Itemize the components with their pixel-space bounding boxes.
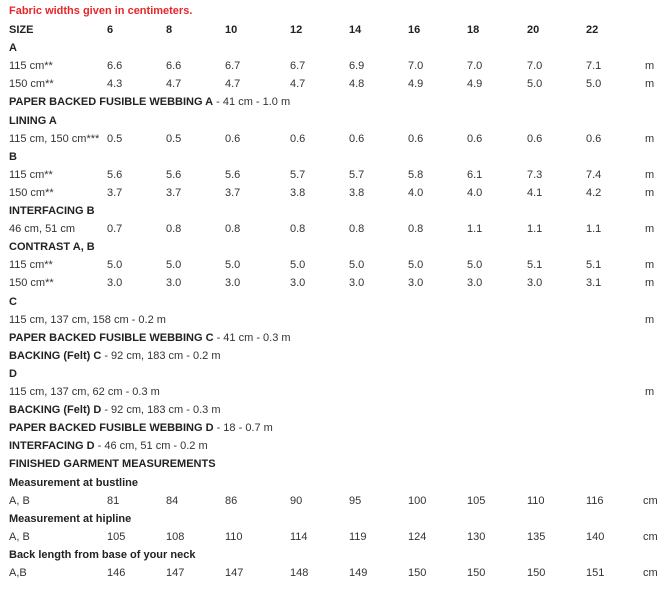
fabric-width-label: 46 cm, 51 cm <box>9 223 76 236</box>
fabric-width-label: 150 cm** <box>9 186 54 199</box>
section-heading-text: D <box>9 367 17 380</box>
notion-name: BACKING (Felt) D <box>9 404 102 417</box>
size-value: 108 <box>166 530 185 543</box>
fabric-width-label: 115 cm** <box>9 60 53 73</box>
section-heading <box>0 112 669 130</box>
notion-detail: - 18 - 0.7 m <box>213 422 273 435</box>
unit-label: m <box>645 132 655 145</box>
size-value: 7.3 <box>527 168 543 181</box>
size-value: 6.6 <box>166 60 182 73</box>
notion-row <box>0 93 669 111</box>
size-value: 0.6 <box>527 132 543 145</box>
size-value: 0.5 <box>166 132 182 145</box>
section-heading-text: B <box>9 150 17 163</box>
size-value: 3.0 <box>408 277 424 290</box>
section-heading-text: A <box>9 42 17 55</box>
section-heading <box>0 148 669 166</box>
size-value: 5.0 <box>166 259 182 272</box>
size-value: 0.8 <box>166 223 182 236</box>
section-heading-text: LINING A <box>9 114 57 127</box>
notion-text <box>9 401 220 419</box>
notion-detail: - 92 cm, 183 cm - 0.3 m <box>101 404 221 417</box>
size-value: 149 <box>349 567 368 579</box>
size-value: 5.7 <box>290 168 306 181</box>
data-row <box>0 528 669 546</box>
size-value: 86 <box>225 494 238 507</box>
size-header-label: SIZE <box>9 24 34 36</box>
size-value: 3.0 <box>527 277 543 290</box>
fabric-width-label: 115 cm** <box>9 168 53 181</box>
unit-label: m <box>645 259 655 272</box>
notion-detail: - 46 cm, 51 cm - 0.2 m <box>94 440 208 453</box>
size-value: 0.6 <box>225 132 241 145</box>
size-value: 124 <box>408 530 427 543</box>
size-column-header: 22 <box>586 24 599 36</box>
notion-row <box>0 401 669 419</box>
size-value: 5.0 <box>290 259 306 272</box>
size-value: 0.7 <box>107 223 123 236</box>
data-row <box>0 184 669 202</box>
size-value: 148 <box>290 567 309 579</box>
data-row <box>0 256 669 274</box>
unit-label: m <box>645 168 655 181</box>
notion-row <box>0 437 669 455</box>
size-value: 116 <box>586 494 604 507</box>
data-row <box>0 564 669 582</box>
fabric-width-label: 150 cm** <box>9 277 54 290</box>
size-value: 5.0 <box>349 259 365 272</box>
size-column-header: 6 <box>107 24 114 36</box>
unit-label: cm <box>643 530 658 543</box>
notion-detail: - 41 cm - 0.3 m <box>213 331 291 344</box>
section-heading-text: INTERFACING B <box>9 205 95 217</box>
size-value: 105 <box>107 530 126 543</box>
size-value: 90 <box>290 494 303 507</box>
fabric-width-label: 115 cm, 150 cm*** <box>9 132 100 145</box>
unit-label: m <box>645 313 655 326</box>
notion-row <box>0 347 669 365</box>
size-value: 6.9 <box>349 60 365 73</box>
size-value: 4.7 <box>225 78 241 91</box>
notion-text <box>9 419 273 437</box>
notion-text <box>9 93 290 111</box>
size-value: 3.7 <box>107 186 123 199</box>
data-row <box>0 383 669 401</box>
section-heading <box>0 365 669 383</box>
size-value: 5.1 <box>586 259 602 272</box>
section-heading <box>0 474 669 492</box>
fabric-width-label: 115 cm, 137 cm, 62 cm - 0.3 m <box>9 386 160 398</box>
size-value: 150 <box>408 567 427 579</box>
size-value: 7.1 <box>586 60 602 73</box>
notion-detail: - 41 cm - 1.0 m <box>213 96 291 109</box>
size-value: 4.7 <box>290 78 306 91</box>
size-value: 147 <box>166 567 185 579</box>
size-value: 5.0 <box>586 78 602 91</box>
size-value: 105 <box>467 494 486 507</box>
size-value: 3.0 <box>107 277 123 290</box>
size-value: 6.7 <box>225 60 241 73</box>
section-heading-text: C <box>9 295 17 308</box>
notion-text <box>9 437 208 455</box>
size-value: 4.9 <box>467 78 483 91</box>
size-value: 4.9 <box>408 78 424 91</box>
size-value: 3.8 <box>290 186 306 199</box>
size-value: 3.0 <box>349 277 365 290</box>
size-value: 5.0 <box>107 259 123 272</box>
size-value: 150 <box>527 567 546 579</box>
size-value: 6.6 <box>107 60 123 73</box>
data-row <box>0 311 669 329</box>
size-value: 4.0 <box>467 186 483 199</box>
size-value: 0.6 <box>467 132 483 145</box>
size-header-row <box>0 21 669 39</box>
size-value: 5.1 <box>527 259 543 272</box>
size-value: 110 <box>527 494 545 507</box>
size-value: 146 <box>107 567 126 579</box>
size-value: 100 <box>408 494 427 507</box>
size-value: 5.8 <box>408 168 424 181</box>
size-value: 5.0 <box>225 259 241 272</box>
size-value: 3.0 <box>225 277 241 290</box>
data-row <box>0 130 669 148</box>
size-value: 3.7 <box>166 186 182 199</box>
size-value: 1.1 <box>527 223 543 236</box>
notion-row <box>0 419 669 437</box>
section-heading <box>0 546 669 564</box>
section-heading <box>0 293 669 311</box>
unit-label: cm <box>643 567 658 579</box>
size-value: 0.8 <box>290 223 306 236</box>
size-value: 0.6 <box>408 132 424 145</box>
unit-label: m <box>645 78 655 91</box>
section-heading <box>0 455 669 473</box>
size-column-header: 18 <box>467 24 480 36</box>
fabric-width-label: A, B <box>9 530 30 543</box>
data-row <box>0 57 669 75</box>
notion-text <box>9 329 291 347</box>
notion-name: INTERFACING D <box>9 440 95 453</box>
size-value: 119 <box>349 530 367 543</box>
notion-row <box>0 329 669 347</box>
section-heading <box>0 39 669 57</box>
size-value: 0.6 <box>586 132 602 145</box>
fabric-width-label: 150 cm** <box>9 78 54 91</box>
size-value: 0.8 <box>408 223 424 236</box>
size-value: 150 <box>467 567 486 579</box>
size-column-header: 12 <box>290 24 303 36</box>
size-value: 7.0 <box>467 60 483 73</box>
size-value: 110 <box>225 530 243 543</box>
size-value: 95 <box>349 494 362 507</box>
fabric-width-label: A, B <box>9 494 30 507</box>
unit-label: m <box>645 60 655 73</box>
data-row <box>0 75 669 93</box>
data-row <box>0 492 669 510</box>
size-value: 0.8 <box>349 223 365 236</box>
data-row <box>0 274 669 292</box>
fabric-width-label: A,B <box>9 567 27 579</box>
unit-label: cm <box>643 494 658 507</box>
size-value: 3.7 <box>225 186 241 199</box>
size-value: 7.0 <box>408 60 424 73</box>
notion-name: PAPER BACKED FUSIBLE WEBBING A <box>9 96 214 109</box>
notion-detail: - 92 cm, 183 cm - 0.2 m <box>101 349 221 362</box>
size-value: 0.6 <box>349 132 365 145</box>
notion-text <box>9 347 220 365</box>
size-value: 0.8 <box>225 223 241 236</box>
size-value: 0.5 <box>107 132 123 145</box>
size-value: 4.1 <box>527 186 543 199</box>
size-value: 3.1 <box>586 277 602 290</box>
size-value: 7.4 <box>586 168 602 181</box>
section-heading-text: Measurement at bustline <box>9 476 138 489</box>
size-value: 5.6 <box>225 168 241 181</box>
fabric-width-label: 115 cm, 137 cm, 158 cm - 0.2 m <box>9 313 166 326</box>
size-value: 6.1 <box>467 168 483 181</box>
section-heading-text: FINISHED GARMENT MEASUREMENTS <box>9 458 216 471</box>
size-value: 4.3 <box>107 78 123 91</box>
size-value: 4.7 <box>166 78 182 91</box>
data-row <box>0 166 669 184</box>
size-value: 135 <box>527 530 546 543</box>
section-heading-text: Back length from base of your neck <box>9 548 196 561</box>
unit-label: m <box>645 386 655 398</box>
size-value: 5.0 <box>408 259 424 272</box>
notion-name: BACKING (Felt) C <box>9 349 102 362</box>
size-column-header: 16 <box>408 24 421 36</box>
size-value: 1.1 <box>586 223 602 236</box>
size-value: 81 <box>107 494 120 507</box>
size-value: 130 <box>467 530 486 543</box>
size-value: 1.1 <box>467 223 483 236</box>
notion-name: PAPER BACKED FUSIBLE WEBBING C <box>9 331 214 344</box>
size-value: 5.0 <box>527 78 543 91</box>
size-value: 4.8 <box>349 78 365 91</box>
unit-label: m <box>645 223 655 236</box>
notion-name: PAPER BACKED FUSIBLE WEBBING D <box>9 422 214 435</box>
size-value: 0.6 <box>290 132 306 145</box>
size-value: 6.7 <box>290 60 306 73</box>
fabric-width-label: 115 cm** <box>9 259 53 272</box>
size-value: 4.2 <box>586 186 602 199</box>
section-heading <box>0 510 669 528</box>
size-value: 3.0 <box>467 277 483 290</box>
fabric-width-notice: Fabric widths given in centimeters. <box>9 5 193 17</box>
size-column-header: 14 <box>349 24 362 36</box>
size-value: 140 <box>586 530 605 543</box>
size-value: 3.0 <box>166 277 182 290</box>
size-value: 114 <box>290 530 308 543</box>
section-heading-text: CONTRAST A, B <box>9 241 95 254</box>
section-heading <box>0 202 669 220</box>
size-value: 5.7 <box>349 168 365 181</box>
size-column-header: 10 <box>225 24 238 36</box>
size-value: 3.8 <box>349 186 365 199</box>
size-value: 7.0 <box>527 60 543 73</box>
section-heading-text: Measurement at hipline <box>9 512 132 525</box>
size-value: 5.0 <box>467 259 483 272</box>
size-value: 151 <box>586 567 605 579</box>
size-value: 84 <box>166 494 179 507</box>
size-value: 5.6 <box>166 168 182 181</box>
size-value: 147 <box>225 567 244 579</box>
size-value: 4.0 <box>408 186 424 199</box>
size-value: 3.0 <box>290 277 306 290</box>
size-column-header: 8 <box>166 24 173 36</box>
section-heading <box>0 238 669 256</box>
size-value: 5.6 <box>107 168 123 181</box>
unit-label: m <box>645 186 655 199</box>
data-row <box>0 220 669 238</box>
unit-label: m <box>645 277 655 290</box>
size-column-header: 20 <box>527 24 540 36</box>
